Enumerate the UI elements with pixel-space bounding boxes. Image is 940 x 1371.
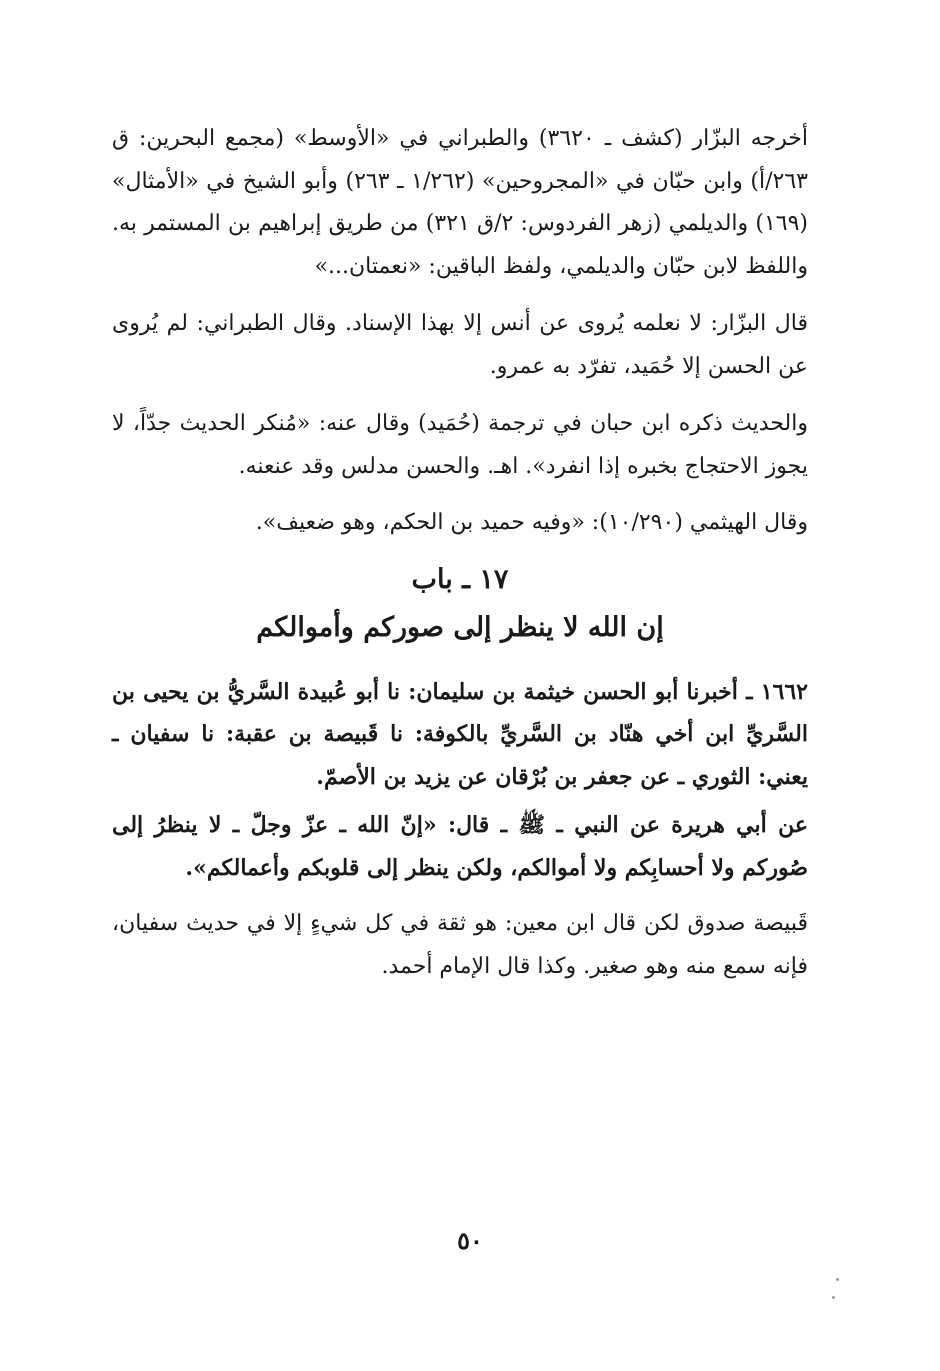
chapter-number-heading: ١٧ ـ باب	[411, 563, 509, 595]
page-body	[112, 118, 808, 988]
scan-speck	[832, 1296, 835, 1299]
scan-speck	[836, 1278, 839, 1281]
hadith-matn-paragraph: عن أبي هريرة عن النبي ـ ﷺ ـ قال: «إنّ الله ـ عزّ وجلّ ـ لا ينظرُ إلى صُوركم ولا أحسابِكم ولا أموالكم، ولكن ينظر إلى قلوبكم وأعمالكم».	[112, 812, 808, 881]
hadith-isnad-paragraph: ١٦٦٢ ـ أخبرنا أبو الحسن خيثمة بن سليمان: نا أبو عُبيدة السَّريُّ بن يحيى بن السَّريِّ ابن أخي هنّاد بن السَّريِّ بالكوفة: نا قَبيصة بن عقبة: نا سفيان ـ يعني: الثوري ـ عن جعفر بن بُرْقان عن يزيد بن الأصمّ.	[112, 678, 808, 790]
page-number: ٥٠	[457, 1226, 483, 1255]
bazzar-comment-paragraph: قال البزّار: لا نعلمه يُروى عن أنس إلا بهذا الإسناد. وقال الطبراني: لم يُروى عن الحسن إلا حُمَيد، تفرّد به عمرو.	[112, 311, 808, 379]
takhrij-paragraph: أخرجه البزّار (كشف ـ ٣٦٢٠) والطبراني في «الأوسط» (مجمع البحرين: ق ٢٦٣/أ) وابن حبّان في «المجروحين» (١/٢٦٢ ـ ٢٦٣) وأبو الشيخ في «الأمثال» (١٦٩) والديلمي (زهر الفردوس: ٢/ق ٣٢١) من طريق إبراهيم بن المستمر به. واللفظ لابن حبّان والديلمي، ولفظ الباقين: «نعمتان...»	[112, 126, 808, 279]
narrator-note-paragraph: قَبيصة صدوق لكن قال ابن معين: هو ثقة في كل شيءٍ إلا في حديث سفيان، فإنه سمع منه وهو صغير. وكذا قال الإمام أحمد.	[112, 911, 808, 979]
ibn-hibban-comment-paragraph: والحديث ذكره ابن حبان في ترجمة (حُمَيد) وقال عنه: «مُنكر الحديث جدّاً، لا يجوز الاحتجاج بخبره إذا انفرد». اهـ. والحسن مدلس وقد عنعنه.	[112, 411, 808, 479]
chapter-title-heading: إن الله لا ينظر إلى صوركم وأموالكم	[256, 611, 664, 643]
haythami-comment-paragraph: وقال الهيثمي (١٠/٢٩٠): «وفيه حميد بن الحكم، وهو ضعيف».	[255, 510, 808, 535]
